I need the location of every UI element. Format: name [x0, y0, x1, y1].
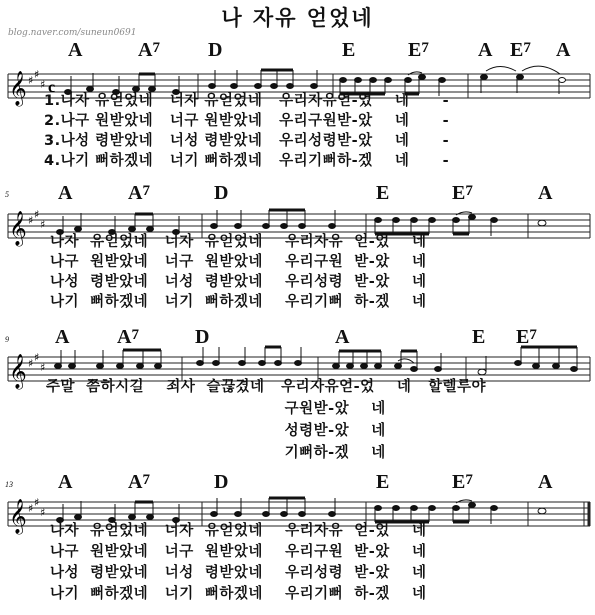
svg-text:♯: ♯ — [40, 506, 46, 519]
chord-label: E — [472, 326, 486, 348]
lyric-line-1: 나자 유얻었네 너자 유얻었네 우리자유 얻-었 네 — [50, 234, 427, 250]
lyric-line-1: 1.나자 유얻었네 너자 유얻었네 우리자유얻-었 네 - — [44, 93, 450, 109]
treble-clef-icon: 𝄞 — [9, 354, 27, 389]
lyric-line-4: 나기 뻐하겠네 너기 뻐하겠네 우리기뻐 하-겠 네 — [50, 586, 427, 602]
blog-watermark: blog.naver.com/suneun0691 — [8, 28, 137, 38]
chord-label: A — [478, 39, 493, 61]
lyric-line-3: 나성 령받았네 너성 령받았네 우리성령 받-았 네 — [50, 274, 427, 290]
lyric-line-3: 3.나성 령받았네 너성 령받았네 우리성령받-았 네 - — [44, 133, 450, 149]
lyric-line-4: 기뻐하-겠 네 — [46, 445, 386, 461]
chord-label: D — [195, 326, 210, 348]
chord-label: D — [214, 471, 229, 493]
chord-label: $E^7$ — [408, 39, 429, 61]
chord-label: $A^7$ — [117, 326, 139, 348]
svg-text:♯: ♯ — [28, 74, 34, 87]
lyric-line-1: 주말 쯤하시길 죄사 슬끊겼네 우리자유얻-었 네 할렐루야 — [46, 379, 487, 395]
measure-number: 9 — [5, 335, 9, 344]
chord-label: $E^7$ — [452, 471, 473, 493]
chord-label: $E^7$ — [452, 182, 473, 204]
svg-text:♯: ♯ — [28, 214, 34, 227]
lyric-line-4: 4.나기 뻐하겠네 너기 뻐하겠네 우리기뻐하-겠 네 - — [44, 153, 450, 169]
chord-label: $E^7$ — [510, 39, 531, 61]
chord-label: D — [208, 39, 223, 61]
system-3 — [0, 327, 595, 467]
lyric-line-2: 나구 원받았네 너구 원받았네 우리구원 받-았 네 — [50, 544, 427, 560]
svg-text:♯: ♯ — [40, 218, 46, 231]
system-4 — [0, 472, 595, 615]
svg-text:♯: ♯ — [34, 351, 40, 364]
lyric-line-4: 나기 뻐하겠네 너기 뻐하겠네 우리기뻐 하-겠 네 — [50, 294, 427, 310]
svg-text:♯: ♯ — [28, 357, 34, 370]
treble-clef-icon: 𝄞 — [9, 211, 27, 246]
treble-clef-icon: 𝄞 — [9, 71, 27, 106]
chord-label: D — [214, 182, 229, 204]
system-2 — [0, 183, 595, 323]
svg-text:♯: ♯ — [28, 502, 34, 515]
chord-label: A — [55, 326, 70, 348]
measure-number: 13 — [5, 480, 13, 489]
lyric-line-1: 나자 유얻었네 너자 유얻었네 우리자유 얻-었 네 — [50, 523, 427, 539]
treble-clef-icon: 𝄞 — [9, 499, 27, 534]
lyric-line-2: 2.나구 원받았네 너구 원받았네 우리구원받-았 네 - — [44, 113, 450, 129]
chord-label: $A^7$ — [128, 182, 150, 204]
lyric-line-2: 나구 원받았네 너구 원받았네 우리구원 받-았 네 — [50, 254, 427, 270]
chord-label: E — [342, 39, 356, 61]
chord-label: E — [376, 182, 390, 204]
lyric-line-2: 구원받-았 네 — [46, 401, 386, 417]
lyric-line-3: 성령받-았 네 — [46, 423, 386, 439]
measure-number: 5 — [5, 190, 9, 199]
svg-text:♯: ♯ — [34, 208, 40, 221]
chord-label: A — [58, 182, 73, 204]
chord-label: $A^7$ — [128, 471, 150, 493]
chord-label: $E^7$ — [516, 326, 537, 348]
chord-label: A — [538, 471, 553, 493]
chord-label: A — [58, 471, 73, 493]
chord-label: A — [68, 39, 83, 61]
system-1 — [0, 40, 595, 180]
lyric-line-3: 나성 령받았네 너성 령받았네 우리성령 받-았 네 — [50, 565, 427, 581]
song-title: 나 자유 얻었네 — [221, 6, 374, 30]
svg-text:♯: ♯ — [34, 496, 40, 509]
chord-label: A — [335, 326, 350, 348]
chord-label: $A^7$ — [138, 39, 160, 61]
svg-text:♯: ♯ — [40, 361, 46, 374]
svg-text:c: c — [48, 79, 56, 96]
chord-label: A — [556, 39, 571, 61]
chord-label: A — [538, 182, 553, 204]
svg-text:♯: ♯ — [40, 78, 46, 91]
chord-label: E — [376, 471, 390, 493]
svg-text:♯: ♯ — [34, 68, 40, 81]
